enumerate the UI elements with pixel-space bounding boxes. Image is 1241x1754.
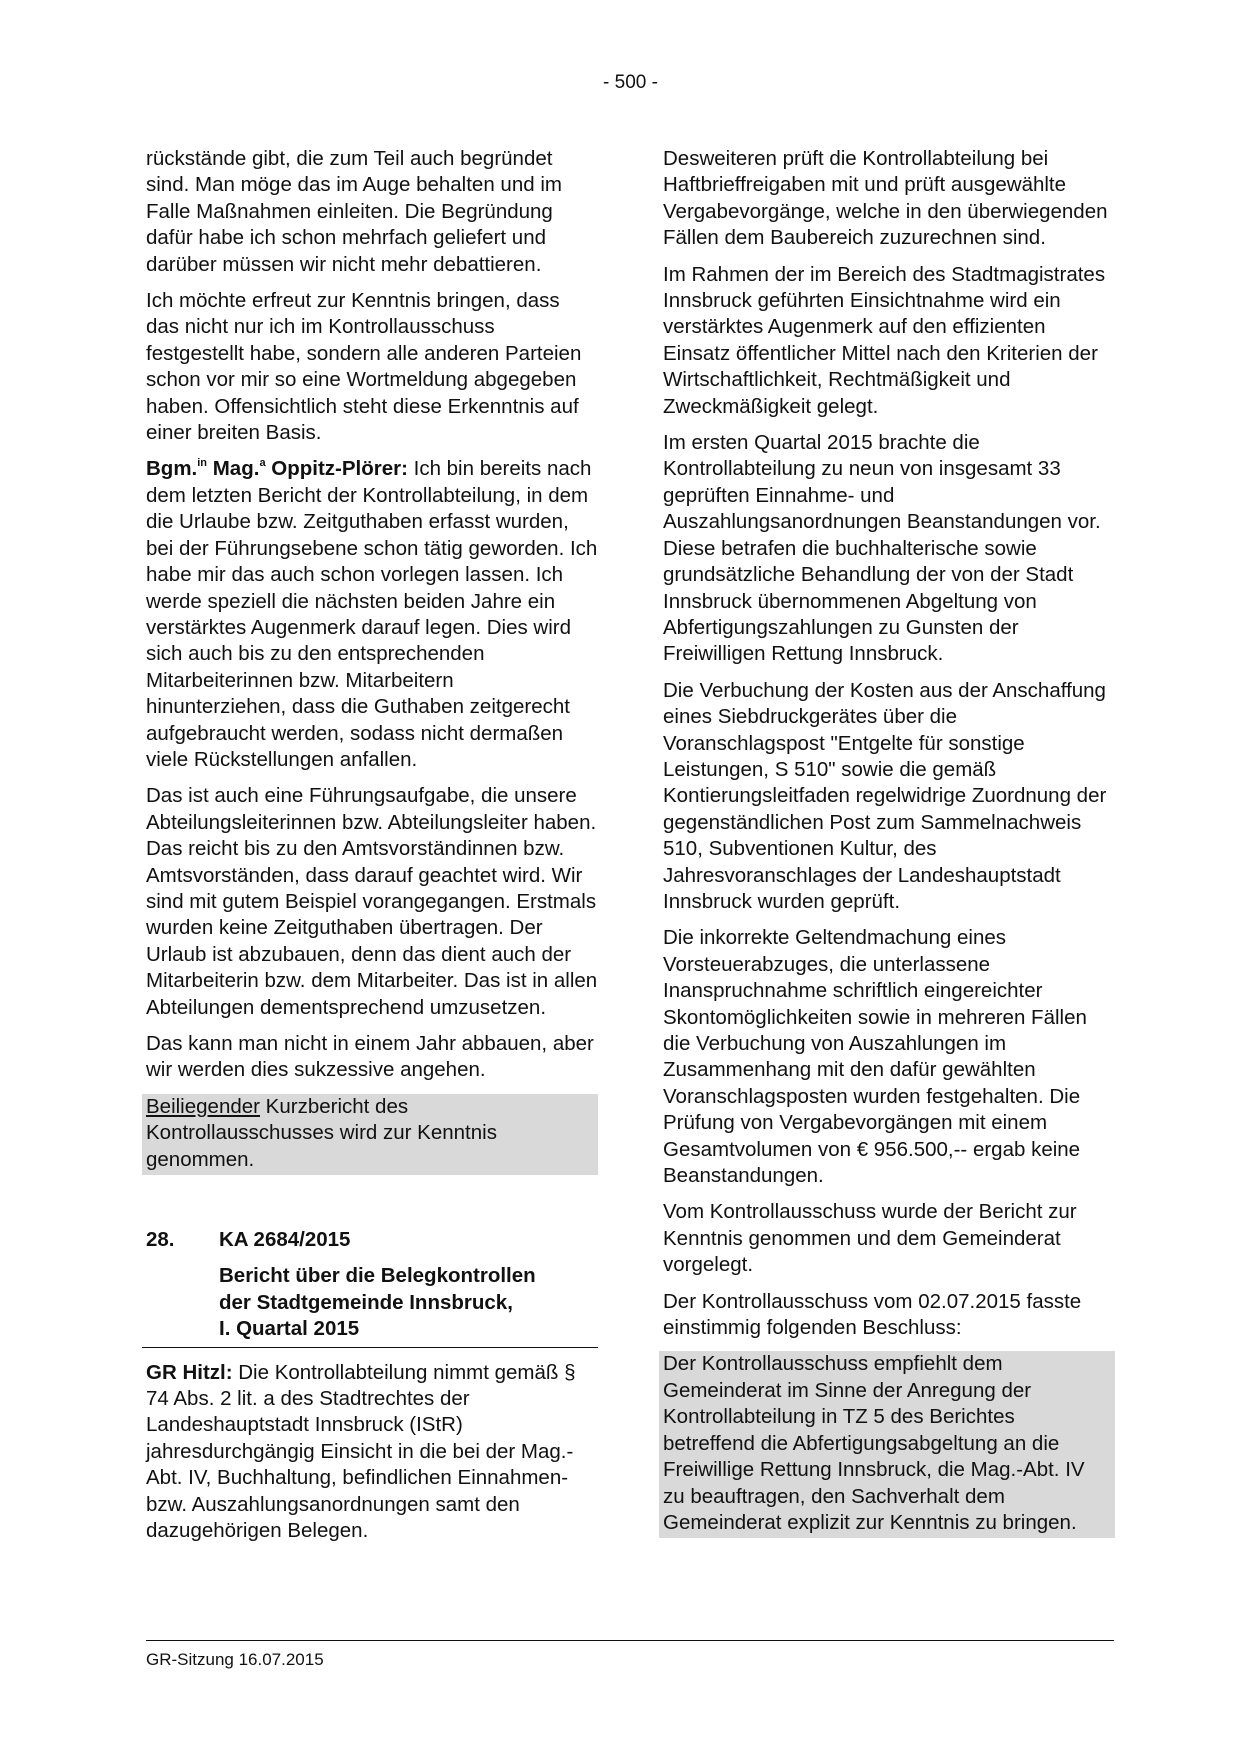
right-column xyxy=(663,146,1115,1548)
paragraph: Im ersten Quartal 2015 brachte die Kontrollabteilung zu neun von insgesamt 33 geprüften Einnahme- und Auszahlungsanordnungen Beanstandungen vor. Diese betrafen die buchhalterische sowie grundsätzliche Behandlung der von der Stadt Innsbruck übernommenen Abgeltung von Abfertigungszahlungen zu Gunsten der Freiwilligen Rettung Innsbruck. xyxy=(663,431,1101,666)
paragraph: Desweiteren prüft die Kontrollabteilung bei Haftbrieffreigaben mit und prüft ausgewählte Vergabevorgänge, welche in den überwiegenden Fällen dem Baubereich zuzurechnen sind. xyxy=(663,147,1108,250)
speech-paragraph xyxy=(146,1360,598,1545)
paragraph: Das ist auch eine Führungsaufgabe, die unsere Abteilungsleiterinnen bzw. Abteilungsleiter haben. Das reicht bis zu den Amtsvorständinnen bzw. Amtsvorständen, dass darauf geachtet wird. Wir sind mit gutem Beispiel vorangegangen. Erstmals wurden keine Zeitguthaben übertragen. Der Urlaub ist abzubauen, denn das dient auch der Mitarbeiterin bzw. dem Mitarbeiter. Das ist in allen Abteilungen dementsprechend umzusetzen. xyxy=(146,784,598,1019)
paragraph: Ich möchte erfreut zur Kenntnis bringen, dass das nicht nur ich im Kontrollausschuss festgestellt habe, sondern alle anderen Parteien schon vor mir so eine Wortmeldung abgegeben haben. Offensichtlich steht diese Erkenntnis auf einer breiten Basis. xyxy=(146,289,582,445)
decision-box xyxy=(142,1094,598,1175)
speaker-title: Bgm. xyxy=(146,457,198,481)
decision-text: Kurzbericht des Kontrollausschusses wird zur Kenntnis genommen. xyxy=(146,1094,497,1171)
speaker-name: GR Hitzl: xyxy=(146,1360,233,1384)
paragraph: Das kann man nicht in einem Jahr abbauen, aber wir werden dies sukzessive angehen. xyxy=(146,1032,594,1082)
paragraph: Die Verbuchung der Kosten aus der Anschaffung eines Siebdruckgerätes über die Voranschlagspost "Entgelte für sonstige Leistungen, S 510" sowie die gemäß Kontierungsleitfaden regelwidrige Zuordnung der gegenständlichen Post zum Sammelnachweis 510, Subventionen Kultur, des Jahresvoranschlages der Landeshauptstadt Innsbruck wurden geprüft. xyxy=(663,678,1107,913)
speaker-name xyxy=(146,457,408,480)
paragraph: Vom Kontrollausschuss wurde der Bericht zur Kenntnis genommen und dem Gemeinderat vorgelegt. xyxy=(663,1200,1077,1277)
paragraph: Der Kontrollausschuss vom 02.07.2015 fasste einstimmig folgenden Beschluss: xyxy=(663,1289,1082,1340)
speech-text: Ich bin bereits nach dem letzten Bericht der Kontrollabteilung, in dem die Urlaube bzw. Zeitguthaben erfasst wurden, bei der Führungsebene schon tätig geworden. Ich habe mir das auch schon vorlegen lassen. Ich werde speziell die nächsten beiden Jahre ein verstärktes Augenmerk darauf legen. Dies wird sich auch bis zu den entsprechenden Mitarbeiterinnen bzw. Mitarbeitern hinunterziehen, dass die Guthaben zeitgerecht aufgebraucht werden, sodass nicht dermaßen viele Rückstellungen anfallen. xyxy=(146,457,598,771)
speaker-degree-suffix: a xyxy=(259,456,266,469)
footer-divider xyxy=(146,1640,1114,1641)
agenda-number: 28. xyxy=(146,1228,175,1252)
page-number: - 500 - xyxy=(603,72,658,93)
left-column xyxy=(146,146,598,1555)
decision-underlined-word: Beiliegender xyxy=(146,1094,260,1118)
paragraph: Die inkorrekte Geltendmachung eines Vorsteuerabzuges, die unterlassene Inanspruchnahme schriftlich eingereichter Skontomöglichkeiten sowie in mehreren Fällen die Verbuchung von Auszahlungen im Zusammenhang mit den dafür gewählten Voranschlagsposten wurden festgehalten. Die Prüfung von Vergabevorgängen mit einem Gesamtvolumen von € 956.500,-- ergab keine Beanstandungen. xyxy=(663,926,1087,1188)
speech-text: Die Kontrollabteilung nimmt gemäß § 74 Abs. 2 lit. a des Stadtrechtes der Landeshauptstadt Innsbruck (IStR) jahresdurchgängig Einsicht in die bei der Mag.-Abt. IV, Buchhaltung, befindlichen Einnahmen- bzw. Auszahlungsanordnungen samt den dazugehörigen Belegen. xyxy=(146,1360,576,1543)
agenda-code: KA 2684/2015 xyxy=(219,1228,351,1252)
paragraph: Im Rahmen der im Bereich des Stadtmagistrates Innsbruck geführten Einsichtnahme wird ein verstärktes Augenmerk auf den effizienten Einsatz öffentlicher Mittel nach den Kriterien der Wirtschaftlichkeit, Rechtmäßigkeit und Zweckmäßigkeit gelegt. xyxy=(663,262,1106,418)
footer-text: GR-Sitzung 16.07.2015 xyxy=(146,1650,324,1669)
paragraph: rückstände gibt, die zum Teil auch begründet sind. Man möge das im Auge behalten und im Falle Maßnahmen einleiten. Die Begründung dafür habe ich schon mehrfach geliefert und darüber müssen wir nicht mehr debattieren. xyxy=(146,147,562,276)
agenda-title-line: Bericht über die Belegkontrollen xyxy=(219,1264,536,1288)
speech-paragraph xyxy=(146,456,598,773)
agenda-item-header xyxy=(146,1227,598,1253)
speaker-title-suffix: in xyxy=(197,456,208,469)
agenda-title-line: I. Quartal 2015 xyxy=(219,1317,360,1341)
agenda-title-line: der Stadtgemeinde Innsbruck, xyxy=(219,1290,513,1314)
agenda-title xyxy=(142,1263,598,1347)
speaker-surname: Oppitz-Plörer: xyxy=(265,457,408,481)
decision-box: Der Kontrollausschuss empfiehlt dem Gemeinderat im Sinne der Anregung der Kontrollabteilung in TZ 5 des Berichtes betreffend die Abfertigungsabgeltung an die Freiwillige Rettung Innsbruck, die Mag.-Abt. IV zu beauftragen, den Sachverhalt dem Gemeinderat explizit zur Kenntnis zu bringen. xyxy=(659,1351,1115,1538)
speaker-degree: Mag. xyxy=(207,457,260,481)
